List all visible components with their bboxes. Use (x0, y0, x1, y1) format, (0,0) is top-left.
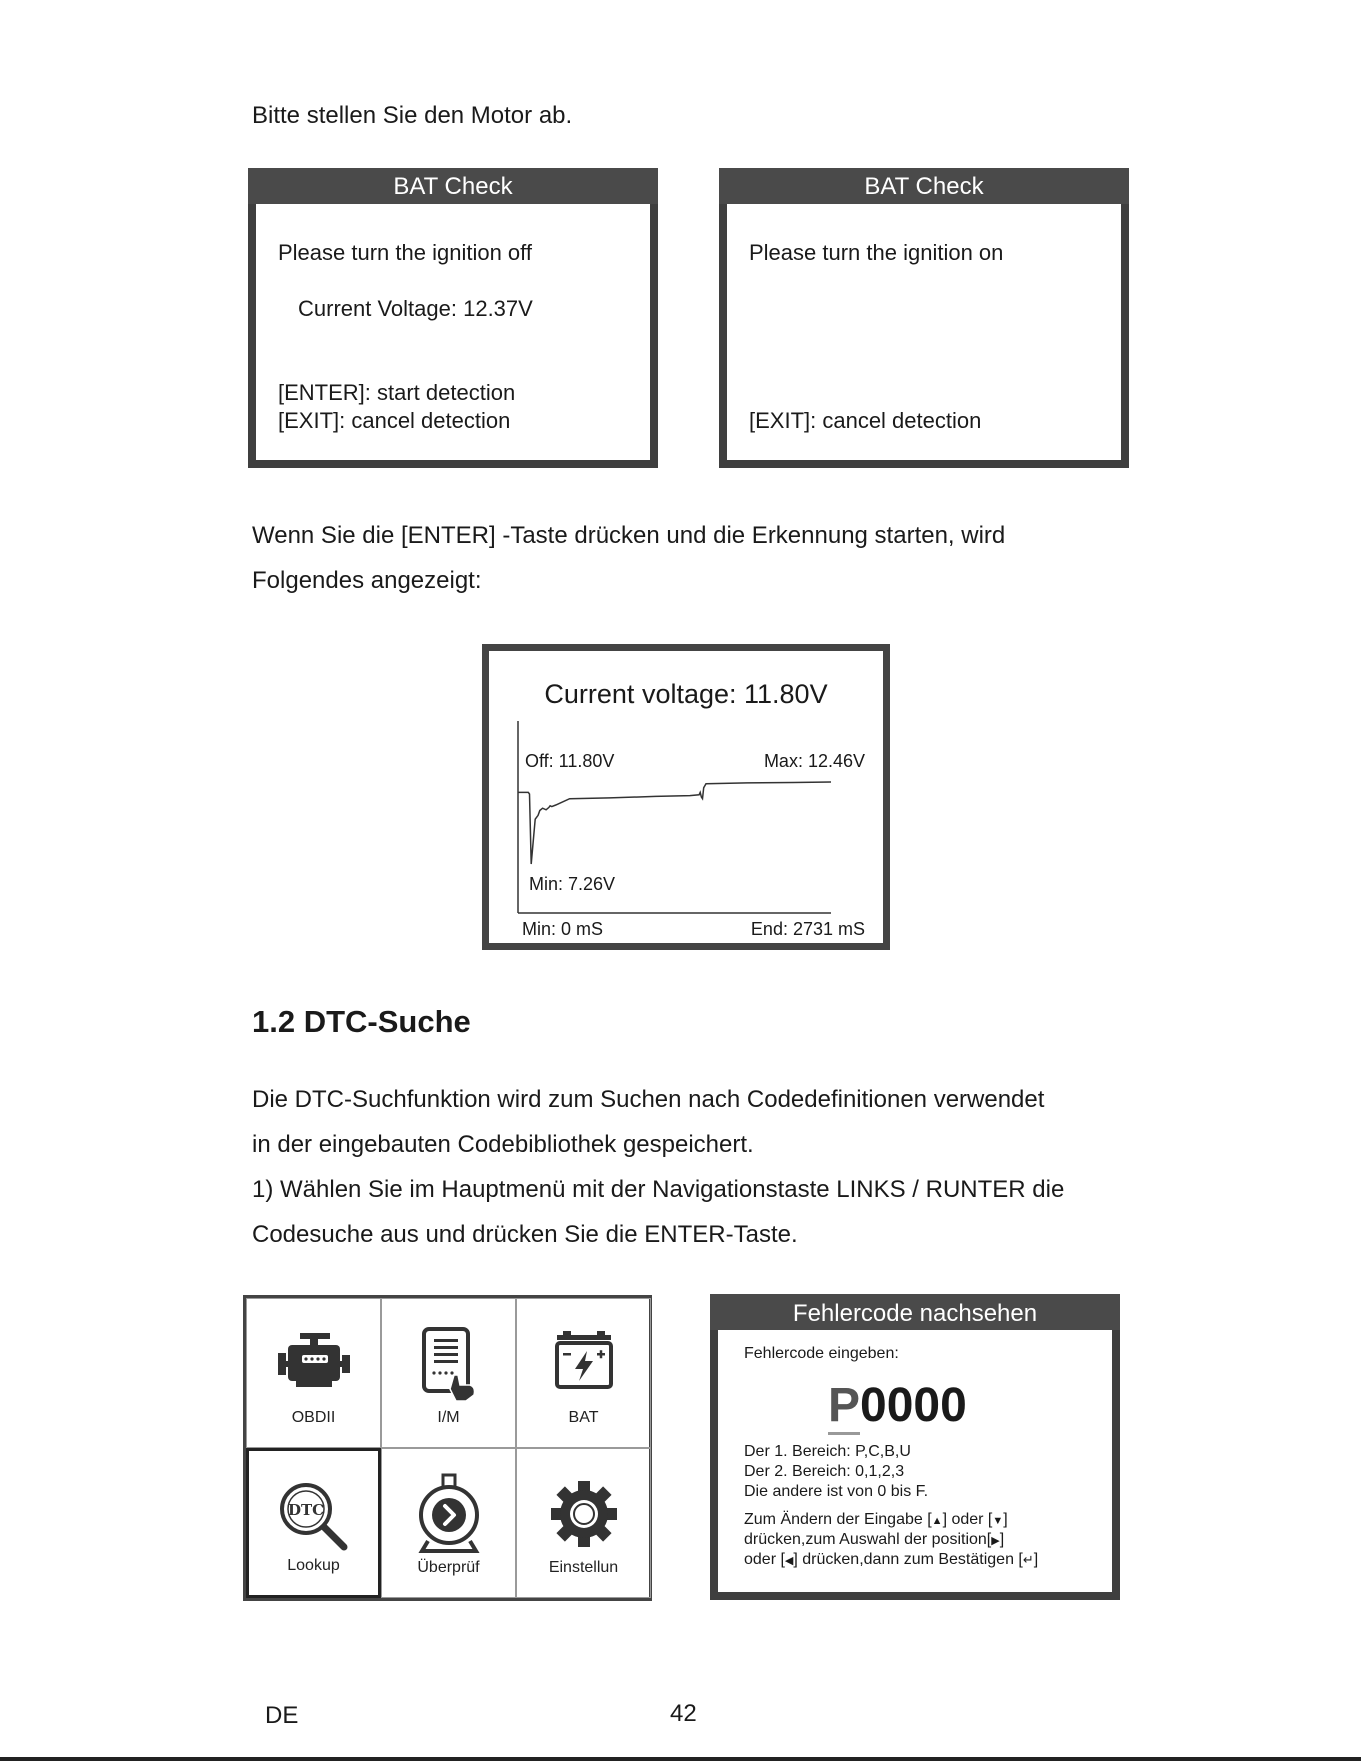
paragraph-enter-line1: Wenn Sie die [ENTER] -Taste drücken und die Erkennung starten, wird (252, 522, 1006, 549)
engine-icon (274, 1329, 354, 1399)
help-line-3: oder [◀] drücken,dann zum Bestätigen [↵] (744, 1551, 1039, 1568)
menu-item-label: Einstellun (548, 1559, 619, 1576)
voltage-plot-screen (482, 644, 890, 950)
enter-hint: [ENTER]: start detection (278, 380, 516, 405)
voltage-series-line (518, 782, 831, 864)
ignition-on-instruction: Please turn the ignition on (749, 240, 1004, 265)
screen-title: Fehlercode nachsehen (710, 1294, 1120, 1330)
ignition-off-instruction: Please turn the ignition off (278, 240, 532, 265)
left-arrow-icon: ◀ (784, 1555, 794, 1567)
paragraph-dtc-line1: Die DTC-Suchfunktion wird zum Suchen nach Codedefinitionen verwendet (252, 1086, 1045, 1113)
paragraph-dtc-line4: Codesuche aus und drücken Sie die ENTER-Taste. (252, 1221, 798, 1248)
menu-item-label: I/M (437, 1409, 460, 1426)
paragraph-dtc-line3: 1) Wählen Sie im Hauptmenü mit der Navigationstaste LINKS / RUNTER die (252, 1176, 1065, 1203)
menu-item-label: Lookup (287, 1557, 340, 1574)
enter-key-icon: ↵ (1022, 1552, 1034, 1567)
help-line-2: drücken,zum Auswahl der position[▶] (744, 1531, 1005, 1548)
min-voltage-label: Min: 7.26V (529, 874, 616, 894)
dtc-magnifier-icon (276, 1479, 352, 1555)
section-heading: 1.2 DTC-Suche (252, 1004, 471, 1039)
exit-hint: [EXIT]: cancel detection (278, 408, 511, 433)
max-voltage-label: Max: 12.46V (763, 751, 865, 771)
screen-title: BAT Check (719, 168, 1129, 204)
footer-language: DE (265, 1702, 299, 1729)
current-voltage-readout: Current Voltage: 12.37V (298, 296, 533, 321)
menu-item-label: OBDII (291, 1409, 336, 1426)
bottom-rule (0, 1757, 1361, 1761)
intro-text: Bitte stellen Sie den Motor ab. (252, 102, 573, 129)
x-min-label: Min: 0 mS (522, 919, 604, 939)
right-arrow-icon: ▶ (991, 1535, 1000, 1547)
svg-text:DTC: DTC (287, 1501, 324, 1519)
battery-icon (549, 1329, 619, 1399)
up-arrow-icon: ▲ (931, 1515, 943, 1527)
gear-icon (549, 1479, 619, 1549)
code-digits: 0000 (860, 1379, 967, 1432)
page-number: 42 (670, 1700, 697, 1727)
menu-item-obdii[interactable] (246, 1298, 381, 1448)
range-3-text: Die andere ist von 0 bis F. (744, 1483, 929, 1500)
range-2-text: Der 2. Bereich: 0,1,2,3 (744, 1463, 905, 1480)
menu-item-label: BAT (568, 1409, 599, 1426)
down-arrow-icon: ▼ (992, 1515, 1004, 1527)
dtc-lookup-screen (710, 1294, 1120, 1600)
x-end-label: End: 2731 mS (750, 919, 865, 939)
off-voltage-label: Off: 11.80V (525, 751, 615, 771)
bat-check-screen-on (719, 168, 1129, 468)
code-prompt: Fehlercode eingeben: (744, 1345, 899, 1362)
paragraph-dtc-line2: in der eingebauten Codebibliothek gespeichert. (252, 1131, 754, 1158)
tablet-touch-icon (414, 1327, 484, 1403)
help-line-1: Zum Ändern der Eingabe [▲] oder [▼] (744, 1511, 1008, 1528)
menu-item-bat[interactable] (516, 1298, 651, 1448)
range-1-text: Der 1. Bereich: P,C,B,U (744, 1443, 911, 1460)
code-first-char: P (828, 1379, 860, 1435)
menu-item-im[interactable] (381, 1298, 516, 1448)
code-entry-field[interactable] (828, 1378, 967, 1434)
main-menu-grid (243, 1295, 652, 1601)
screen-title: BAT Check (248, 168, 658, 204)
menu-item-settings[interactable] (516, 1448, 651, 1598)
menu-item-lookup[interactable] (246, 1448, 381, 1598)
plot-title: Current voltage: 11.80V (544, 679, 828, 709)
menu-item-label: Überprüf (417, 1559, 480, 1576)
review-arrow-icon (414, 1473, 484, 1553)
voltage-line-chart (489, 651, 883, 943)
bat-check-screen-off (248, 168, 658, 468)
menu-item-review[interactable] (381, 1448, 516, 1598)
paragraph-enter-line2: Folgendes angezeigt: (252, 567, 482, 594)
exit-hint: [EXIT]: cancel detection (749, 408, 982, 433)
